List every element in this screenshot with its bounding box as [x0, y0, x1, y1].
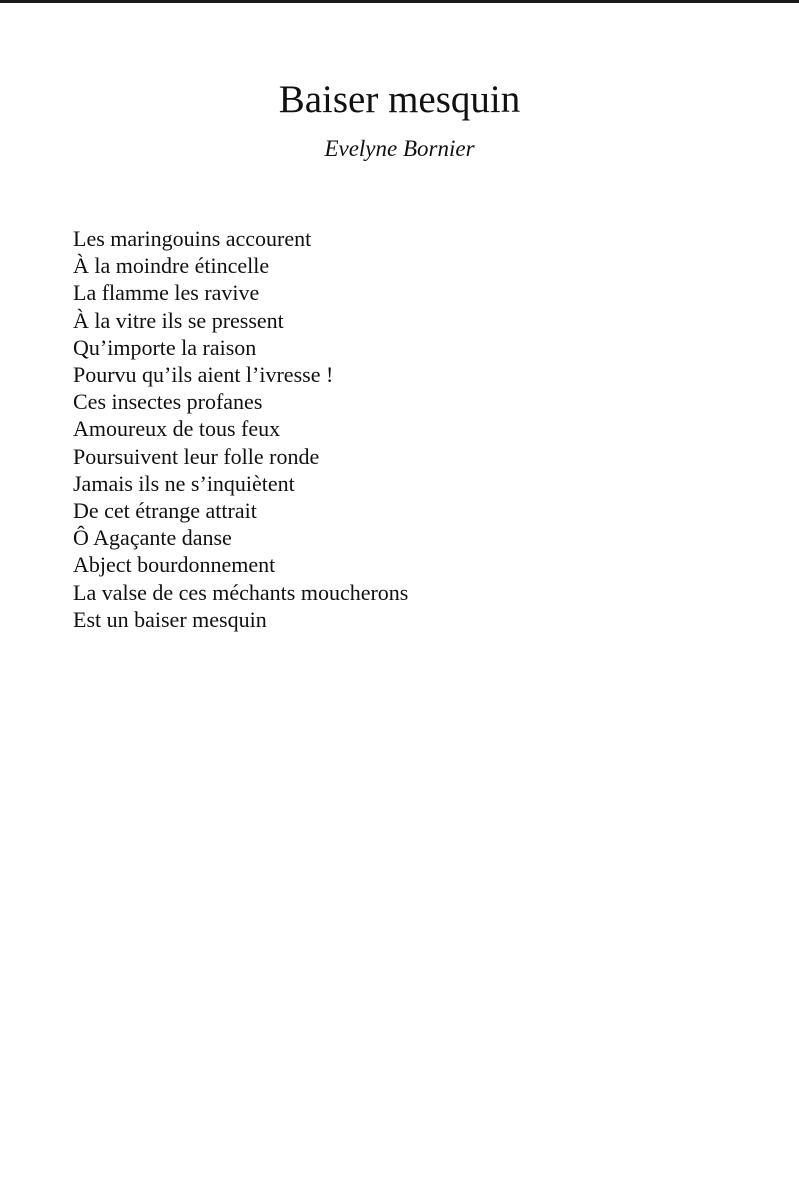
poem-line: Les maringouins accourent [73, 226, 312, 251]
poem-title: Baiser mesquin [278, 78, 521, 121]
poem-author: Evelyne Bornier [324, 136, 475, 161]
poem-line: À la moindre étincelle [73, 253, 270, 279]
poem-line: Ces insectes profanes [73, 389, 263, 415]
poem-line: La valse de ces méchants moucherons [73, 579, 409, 605]
poem-line: De cet étrange attrait [73, 498, 257, 524]
poem-line: Amoureux de tous feux [73, 416, 281, 442]
poem-line: La flamme les ravive [73, 280, 260, 306]
poem-line: Qu’importe la raison [73, 334, 257, 360]
poem-line: Abject bourdonnement [73, 552, 276, 578]
poem-line: Jamais ils ne s’inquiètent [73, 470, 295, 496]
poem-body [73, 225, 408, 633]
poem-line: Poursuivent leur folle ronde [73, 443, 320, 469]
poem-line: Ô Agaçante danse [73, 525, 232, 551]
poem-line: À la vitre ils se pressent [73, 307, 284, 333]
poem-line: Pourvu qu’ils aient l’ivresse ! [73, 362, 334, 388]
poem-line: Est un baiser mesquin [73, 606, 267, 632]
